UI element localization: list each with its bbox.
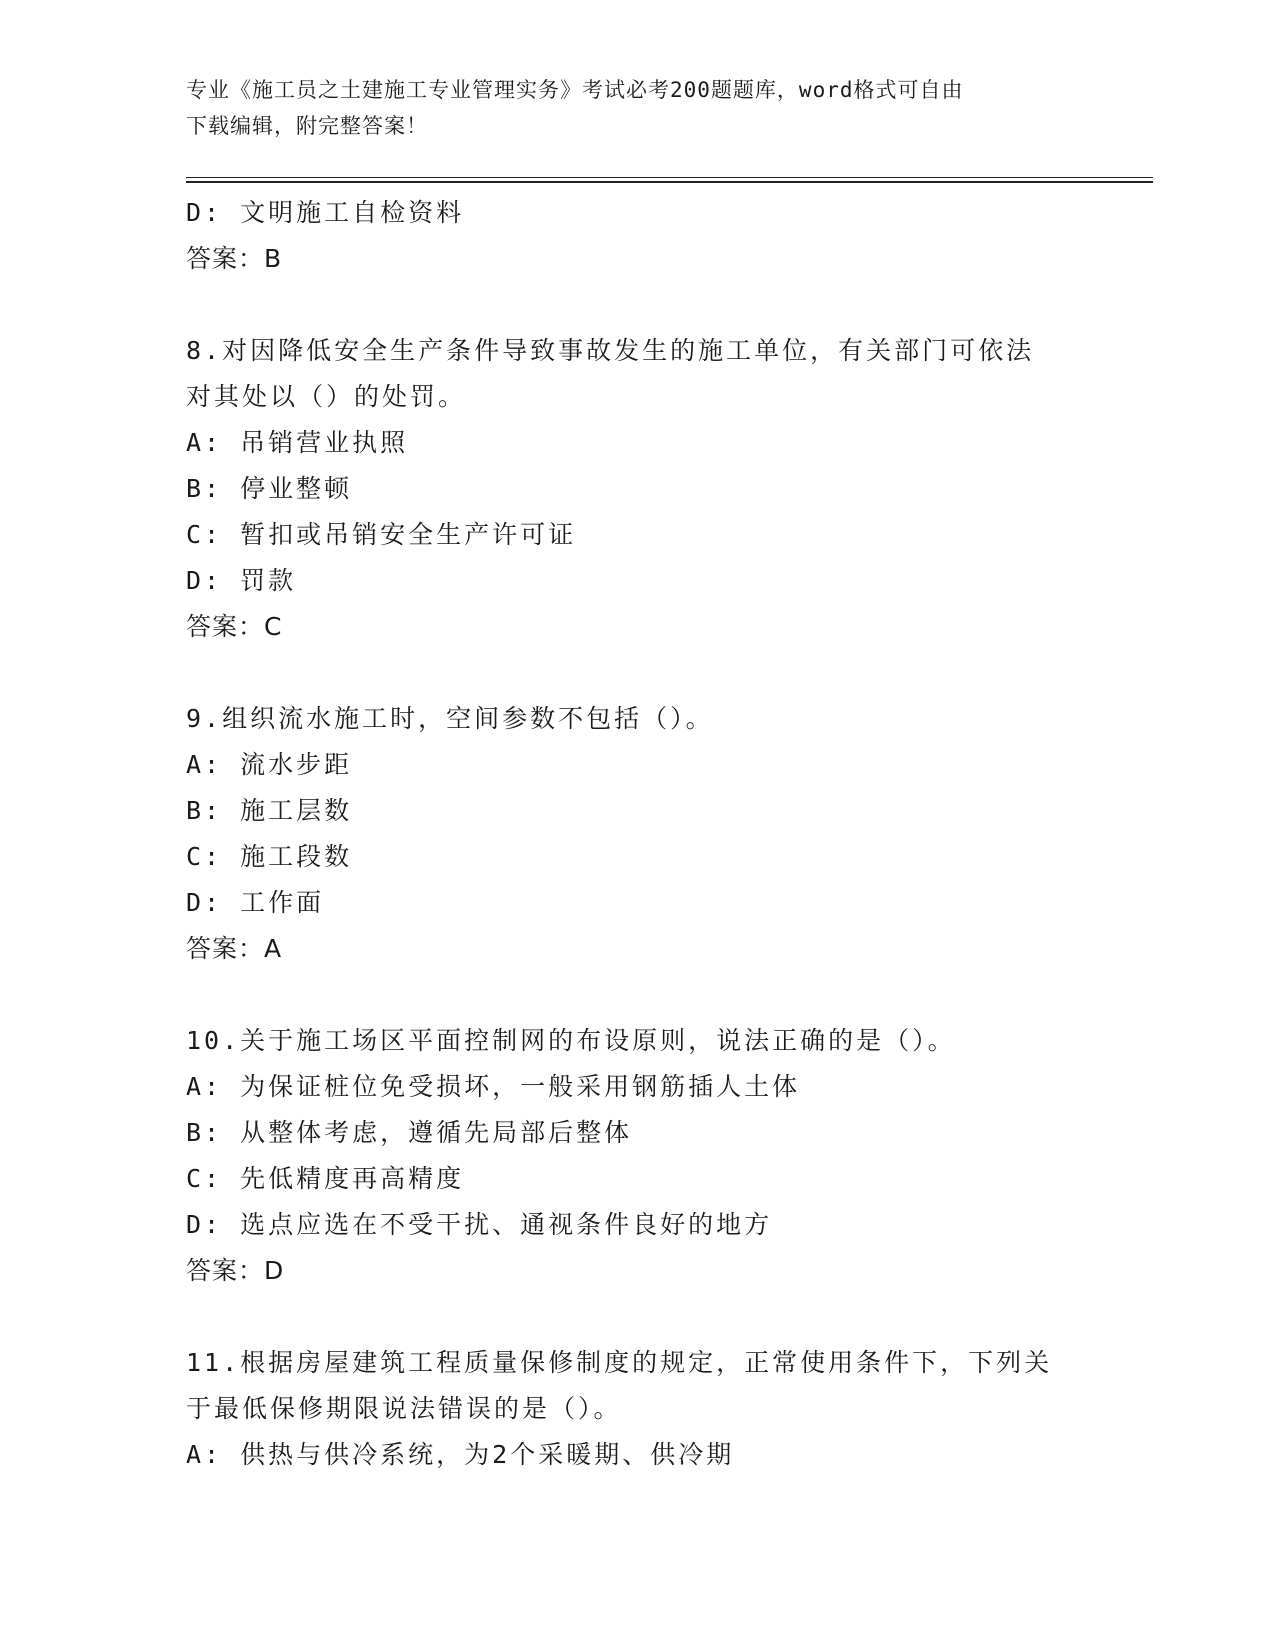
header-divider xyxy=(186,177,1153,183)
question-8 xyxy=(186,328,1086,650)
spacer xyxy=(186,282,1086,328)
option-a: A: 流水步距 xyxy=(186,750,353,779)
question-text: 10.关于施工场区平面控制网的布设原则，说法正确的是（）。 xyxy=(186,1026,956,1055)
prev-answer: 答案：B xyxy=(186,244,283,273)
question-text: 9.组织流水施工时，空间参数不包括（）。 xyxy=(186,704,714,733)
option-a: A: 吊销营业执照 xyxy=(186,428,409,457)
option-a: A: 为保证桩位免受损坏，一般采用钢筋插人土体 xyxy=(186,1072,801,1101)
option-b: B: 从整体考虑，遵循先局部后整体 xyxy=(186,1118,633,1147)
option-d: D: 罚款 xyxy=(186,566,297,595)
option-c: C: 先低精度再高精度 xyxy=(186,1164,465,1193)
question-10 xyxy=(186,1018,1086,1294)
prev-option-d: D: 文明施工自检资料 xyxy=(186,198,465,227)
answer: 答案：D xyxy=(186,1256,285,1285)
option-c: C: 暂扣或吊销安全生产许可证 xyxy=(186,520,577,549)
spacer xyxy=(186,650,1086,696)
answer: 答案：C xyxy=(186,612,283,641)
option-b: B: 施工层数 xyxy=(186,796,353,825)
spacer xyxy=(186,972,1086,1018)
answer: 答案：A xyxy=(186,934,283,963)
question-text: 11.根据房屋建筑工程质量保修制度的规定，正常使用条件下，下列关 xyxy=(186,1348,1053,1377)
document-body xyxy=(186,190,1086,1478)
question-text-cont: 对其处以（）的处罚。 xyxy=(186,382,467,411)
question-text-cont: 于最低保修期限说法错误的是（）。 xyxy=(186,1394,622,1423)
question-11 xyxy=(186,1340,1086,1478)
header-line-1: 专业《施工员之土建施工专业管理实务》考试必考200题题库，word格式可自由 xyxy=(186,78,964,102)
question-text: 8.对因降低安全生产条件导致事故发生的施工单位，有关部门可依法 xyxy=(186,336,1035,365)
option-b: B: 停业整顿 xyxy=(186,474,353,503)
option-d: D: 工作面 xyxy=(186,888,325,917)
option-c: C: 施工段数 xyxy=(186,842,353,871)
question-9 xyxy=(186,696,1086,972)
document-header xyxy=(186,72,1086,144)
option-d: D: 选点应选在不受干扰、通视条件良好的地方 xyxy=(186,1210,773,1239)
option-a: A: 供热与供冷系统，为2个采暖期、供冷期 xyxy=(186,1440,735,1469)
spacer xyxy=(186,1294,1086,1340)
header-line-2: 下载编辑，附完整答案！ xyxy=(186,114,428,138)
